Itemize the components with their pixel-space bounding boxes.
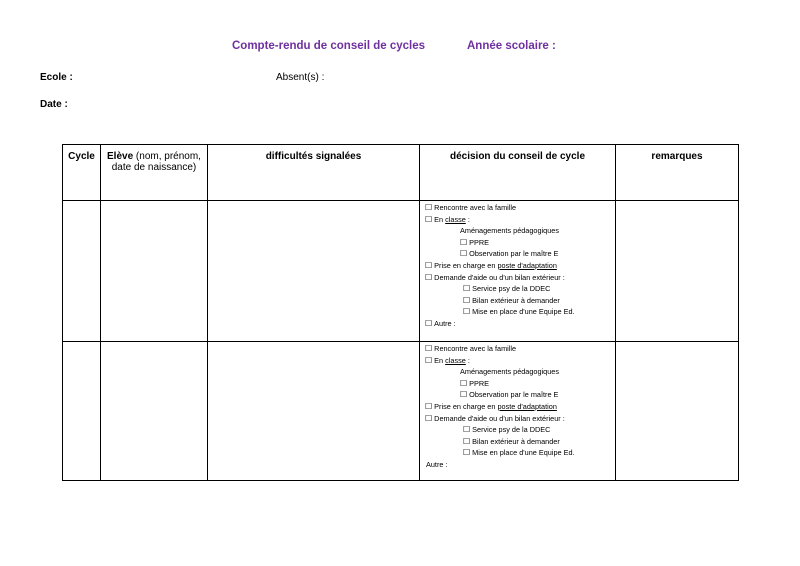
- difficultes-cell[interactable]: [208, 342, 420, 481]
- option-prise-en-charge: ☐ Prise en charge en poste d'adaptation: [425, 401, 557, 411]
- option-demande: ☐ Demande d'aide ou d'un bilan extérieur :: [425, 413, 565, 423]
- eleve-header-detail: (nom, prénom, date de naissance): [111, 151, 201, 173]
- option-autre: ☐ Autre :: [425, 318, 456, 328]
- option-service-psy: ☐ Service psy de la DDEC: [463, 284, 551, 294]
- option-observation: ☐ Observation par le maître E: [460, 249, 559, 259]
- decision-cell: [420, 201, 616, 342]
- option-mise-en-place: ☐ Mise en place d'une Equipe Ed.: [463, 448, 575, 458]
- option-ppre: ☐ PPRE: [460, 237, 490, 247]
- checkbox-icon[interactable]: ☐: [425, 413, 433, 423]
- option-rencontre: ☐ Rencontre avec la famille: [425, 203, 517, 212]
- option-observation: ☐ Observation par le maître E: [460, 390, 559, 400]
- document-title-line: [0, 40, 800, 56]
- option-bilan: ☐ Bilan extérieur à demander: [463, 436, 560, 446]
- option-demande: ☐ Demande d'aide ou d'un bilan extérieur :: [425, 272, 565, 282]
- checkbox-icon[interactable]: ☐: [425, 318, 433, 328]
- page-title: Compte-rendu de conseil de cycles: [232, 40, 426, 52]
- option-amenagements: Aménagements pédagogiques: [460, 226, 559, 236]
- option-rencontre: ☐ Rencontre avec la famille: [425, 344, 517, 353]
- checkbox-icon[interactable]: ☐: [460, 390, 468, 400]
- option-bilan: ☐ Bilan extérieur à demander: [463, 295, 560, 305]
- option-en-classe: ☐ En classe :: [425, 355, 470, 365]
- col-header-decision: décision du conseil de cycle: [420, 145, 616, 201]
- eleve-cell[interactable]: [101, 342, 208, 481]
- ecole-label: Ecole :: [40, 72, 73, 83]
- checkbox-icon[interactable]: ☐: [463, 436, 471, 446]
- option-autre: Autre :: [426, 459, 448, 469]
- checkbox-icon[interactable]: ☐: [425, 355, 433, 365]
- option-ppre: ☐ PPRE: [460, 378, 490, 388]
- option-prise-en-charge: ☐ Prise en charge en poste d'adaptation: [425, 260, 557, 270]
- cycle-cell[interactable]: [63, 342, 101, 481]
- checkbox-icon[interactable]: ☐: [463, 425, 471, 435]
- table-row: [63, 201, 739, 342]
- eleve-cell[interactable]: [101, 201, 208, 342]
- option-amenagements: Aménagements pédagogiques: [460, 367, 559, 377]
- table-row: [63, 342, 739, 481]
- absents-label: Absent(s) :: [276, 72, 325, 83]
- cycle-council-table: [62, 144, 739, 481]
- table-header-row: [63, 145, 739, 201]
- col-header-cycle: Cycle: [63, 145, 101, 201]
- checkbox-icon[interactable]: ☐: [463, 307, 471, 317]
- checkbox-icon[interactable]: ☐: [463, 284, 471, 294]
- checkbox-icon[interactable]: ☐: [463, 448, 471, 458]
- school-year-label: Année scolaire :: [467, 40, 556, 52]
- checkbox-icon[interactable]: ☐: [425, 203, 433, 212]
- col-header-eleve: [101, 145, 208, 201]
- col-header-remarques: remarques: [616, 145, 739, 201]
- cycle-cell[interactable]: [63, 201, 101, 342]
- checkbox-icon[interactable]: ☐: [425, 272, 433, 282]
- checkbox-icon[interactable]: ☐: [425, 214, 433, 224]
- difficultes-cell[interactable]: [208, 201, 420, 342]
- remarques-cell[interactable]: [616, 342, 739, 481]
- checkbox-icon[interactable]: ☐: [460, 378, 468, 388]
- decision-cell: [420, 342, 616, 481]
- checkbox-icon[interactable]: ☐: [460, 249, 468, 259]
- option-en-classe: ☐ En classe :: [425, 214, 470, 224]
- option-service-psy: ☐ Service psy de la DDEC: [463, 425, 551, 435]
- checkbox-icon[interactable]: ☐: [425, 344, 433, 353]
- checkbox-icon[interactable]: ☐: [460, 237, 468, 247]
- col-header-difficultes: difficultés signalées: [208, 145, 420, 201]
- checkbox-icon[interactable]: ☐: [425, 260, 433, 270]
- remarques-cell[interactable]: [616, 201, 739, 342]
- option-mise-en-place: ☐ Mise en place d'une Equipe Ed.: [463, 307, 575, 317]
- checkbox-icon[interactable]: ☐: [463, 295, 471, 305]
- checkbox-icon[interactable]: ☐: [425, 401, 433, 411]
- eleve-header-bold: Elève: [107, 151, 134, 162]
- date-label: Date :: [40, 99, 68, 110]
